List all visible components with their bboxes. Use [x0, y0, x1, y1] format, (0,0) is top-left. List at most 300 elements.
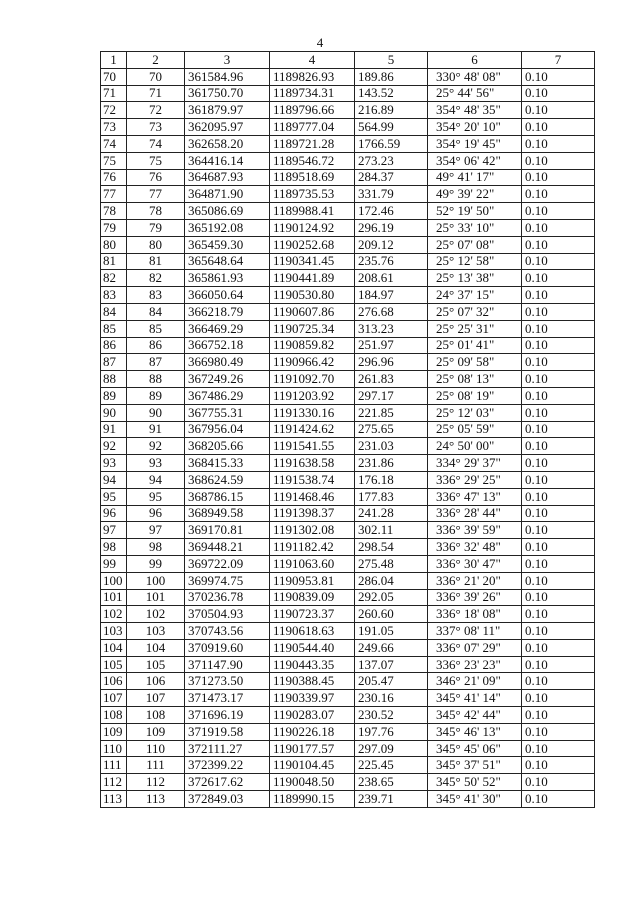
point-label-cell: 83: [127, 287, 185, 304]
table-row: [101, 287, 595, 304]
accuracy-cell: 0.10: [522, 522, 595, 539]
point-number-cell: 113: [101, 791, 127, 808]
x-coordinate-cell: 366469.29: [185, 320, 270, 337]
table-row: [101, 471, 595, 488]
x-coordinate-cell: 368624.59: [185, 471, 270, 488]
bearing-cell: 336° 39' 26": [428, 589, 522, 606]
x-coordinate-cell: 368205.66: [185, 438, 270, 455]
point-label-cell: 96: [127, 505, 185, 522]
point-label-cell: 99: [127, 555, 185, 572]
table-row: [101, 438, 595, 455]
accuracy-cell: 0.10: [522, 455, 595, 472]
point-number-cell: 105: [101, 656, 127, 673]
distance-cell: 225.45: [355, 757, 428, 774]
x-coordinate-cell: 370743.56: [185, 623, 270, 640]
y-coordinate-cell: 1190177.57: [270, 740, 355, 757]
y-coordinate-cell: 1190283.07: [270, 707, 355, 724]
point-number-cell: 92: [101, 438, 127, 455]
x-coordinate-cell: 366980.49: [185, 354, 270, 371]
bearing-cell: 345° 45' 06": [428, 740, 522, 757]
x-coordinate-cell: 367486.29: [185, 387, 270, 404]
bearing-cell: 25° 12' 03": [428, 404, 522, 421]
bearing-cell: 49° 41' 17": [428, 169, 522, 186]
distance-cell: 230.16: [355, 690, 428, 707]
y-coordinate-cell: 1190252.68: [270, 236, 355, 253]
table-row: [101, 68, 595, 85]
column-header-3: 3: [185, 52, 270, 69]
point-number-cell: 108: [101, 707, 127, 724]
distance-cell: 292.05: [355, 589, 428, 606]
point-number-cell: 88: [101, 371, 127, 388]
y-coordinate-cell: 1190341.45: [270, 253, 355, 270]
x-coordinate-cell: 367755.31: [185, 404, 270, 421]
point-number-cell: 109: [101, 723, 127, 740]
point-number-cell: 90: [101, 404, 127, 421]
y-coordinate-cell: 1190725.34: [270, 320, 355, 337]
accuracy-cell: 0.10: [522, 135, 595, 152]
x-coordinate-cell: 372617.62: [185, 774, 270, 791]
distance-cell: 241.28: [355, 505, 428, 522]
x-coordinate-cell: 361750.70: [185, 85, 270, 102]
table-row: [101, 623, 595, 640]
accuracy-cell: 0.10: [522, 623, 595, 640]
accuracy-cell: 0.10: [522, 589, 595, 606]
table-row: [101, 337, 595, 354]
x-coordinate-cell: 371273.50: [185, 673, 270, 690]
x-coordinate-cell: 367249.26: [185, 371, 270, 388]
column-header-4: 4: [270, 52, 355, 69]
accuracy-cell: 0.10: [522, 169, 595, 186]
x-coordinate-cell: 364416.14: [185, 152, 270, 169]
table-row: [101, 236, 595, 253]
accuracy-cell: 0.10: [522, 119, 595, 136]
accuracy-cell: 0.10: [522, 572, 595, 589]
table-row: [101, 522, 595, 539]
table-row: [101, 303, 595, 320]
point-number-cell: 95: [101, 488, 127, 505]
x-coordinate-cell: 371473.17: [185, 690, 270, 707]
distance-cell: 275.65: [355, 421, 428, 438]
y-coordinate-cell: 1190618.63: [270, 623, 355, 640]
distance-cell: 191.05: [355, 623, 428, 640]
distance-cell: 249.66: [355, 639, 428, 656]
accuracy-cell: 0.10: [522, 606, 595, 623]
distance-cell: 197.76: [355, 723, 428, 740]
point-label-cell: 92: [127, 438, 185, 455]
point-label-cell: 111: [127, 757, 185, 774]
bearing-cell: 336° 30' 47": [428, 555, 522, 572]
bearing-cell: 25° 07' 08": [428, 236, 522, 253]
x-coordinate-cell: 361879.97: [185, 102, 270, 119]
x-coordinate-cell: 365861.93: [185, 270, 270, 287]
bearing-cell: 25° 33' 10": [428, 219, 522, 236]
accuracy-cell: 0.10: [522, 707, 595, 724]
y-coordinate-cell: 1191182.42: [270, 539, 355, 556]
table-row: [101, 757, 595, 774]
y-coordinate-cell: 1190839.09: [270, 589, 355, 606]
y-coordinate-cell: 1189826.93: [270, 68, 355, 85]
point-number-cell: 72: [101, 102, 127, 119]
point-number-cell: 74: [101, 135, 127, 152]
bearing-cell: 336° 47' 13": [428, 488, 522, 505]
accuracy-cell: 0.10: [522, 68, 595, 85]
distance-cell: 276.68: [355, 303, 428, 320]
y-coordinate-cell: 1190226.18: [270, 723, 355, 740]
point-label-cell: 107: [127, 690, 185, 707]
point-label-cell: 109: [127, 723, 185, 740]
y-coordinate-cell: 1191538.74: [270, 471, 355, 488]
table-row: [101, 488, 595, 505]
table-row: [101, 690, 595, 707]
point-number-cell: 85: [101, 320, 127, 337]
point-number-cell: 93: [101, 455, 127, 472]
distance-cell: 137.07: [355, 656, 428, 673]
table-row: [101, 539, 595, 556]
point-label-cell: 84: [127, 303, 185, 320]
table-row: [101, 102, 595, 119]
table-row: [101, 707, 595, 724]
y-coordinate-cell: 1189988.41: [270, 203, 355, 220]
distance-cell: 209.12: [355, 236, 428, 253]
point-label-cell: 104: [127, 639, 185, 656]
distance-cell: 298.54: [355, 539, 428, 556]
point-label-cell: 74: [127, 135, 185, 152]
point-number-cell: 112: [101, 774, 127, 791]
bearing-cell: 354° 48' 35": [428, 102, 522, 119]
bearing-cell: 25° 44' 56": [428, 85, 522, 102]
accuracy-cell: 0.10: [522, 337, 595, 354]
point-label-cell: 80: [127, 236, 185, 253]
table-row: [101, 152, 595, 169]
distance-cell: 275.48: [355, 555, 428, 572]
distance-cell: 251.97: [355, 337, 428, 354]
point-label-cell: 103: [127, 623, 185, 640]
point-label-cell: 76: [127, 169, 185, 186]
y-coordinate-cell: 1191424.62: [270, 421, 355, 438]
accuracy-cell: 0.10: [522, 404, 595, 421]
x-coordinate-cell: 362658.20: [185, 135, 270, 152]
x-coordinate-cell: 367956.04: [185, 421, 270, 438]
accuracy-cell: 0.10: [522, 219, 595, 236]
table-row: [101, 455, 595, 472]
accuracy-cell: 0.10: [522, 723, 595, 740]
point-label-cell: 110: [127, 740, 185, 757]
table-row: [101, 656, 595, 673]
point-label-cell: 112: [127, 774, 185, 791]
y-coordinate-cell: 1190859.82: [270, 337, 355, 354]
y-coordinate-cell: 1190723.37: [270, 606, 355, 623]
point-number-cell: 76: [101, 169, 127, 186]
point-label-cell: 87: [127, 354, 185, 371]
distance-cell: 302.11: [355, 522, 428, 539]
accuracy-cell: 0.10: [522, 690, 595, 707]
x-coordinate-cell: 371696.19: [185, 707, 270, 724]
table-row: [101, 723, 595, 740]
x-coordinate-cell: 365459.30: [185, 236, 270, 253]
point-label-cell: 70: [127, 68, 185, 85]
y-coordinate-cell: 1189796.66: [270, 102, 355, 119]
distance-cell: 261.83: [355, 371, 428, 388]
accuracy-cell: 0.10: [522, 673, 595, 690]
bearing-cell: 336° 29' 25": [428, 471, 522, 488]
point-label-cell: 90: [127, 404, 185, 421]
bearing-cell: 25° 12' 58": [428, 253, 522, 270]
accuracy-cell: 0.10: [522, 203, 595, 220]
table-row: [101, 589, 595, 606]
point-number-cell: 80: [101, 236, 127, 253]
point-number-cell: 106: [101, 673, 127, 690]
bearing-cell: 24° 50' 00": [428, 438, 522, 455]
y-coordinate-cell: 1190443.35: [270, 656, 355, 673]
point-number-cell: 99: [101, 555, 127, 572]
point-label-cell: 85: [127, 320, 185, 337]
x-coordinate-cell: 371919.58: [185, 723, 270, 740]
accuracy-cell: 0.10: [522, 555, 595, 572]
distance-cell: 331.79: [355, 186, 428, 203]
accuracy-cell: 0.10: [522, 438, 595, 455]
x-coordinate-cell: 364687.93: [185, 169, 270, 186]
distance-cell: 143.52: [355, 85, 428, 102]
point-label-cell: 82: [127, 270, 185, 287]
y-coordinate-cell: 1190607.86: [270, 303, 355, 320]
y-coordinate-cell: 1190530.80: [270, 287, 355, 304]
point-number-cell: 84: [101, 303, 127, 320]
bearing-cell: 337° 08' 11": [428, 623, 522, 640]
accuracy-cell: 0.10: [522, 186, 595, 203]
y-coordinate-cell: 1189721.28: [270, 135, 355, 152]
table-row: [101, 673, 595, 690]
accuracy-cell: 0.10: [522, 102, 595, 119]
point-label-cell: 81: [127, 253, 185, 270]
y-coordinate-cell: 1191092.70: [270, 371, 355, 388]
distance-cell: 564.99: [355, 119, 428, 136]
y-coordinate-cell: 1189518.69: [270, 169, 355, 186]
table-row: [101, 639, 595, 656]
bearing-cell: 25° 05' 59": [428, 421, 522, 438]
bearing-cell: 24° 37' 15": [428, 287, 522, 304]
point-label-cell: 97: [127, 522, 185, 539]
bearing-cell: 336° 23' 23": [428, 656, 522, 673]
accuracy-cell: 0.10: [522, 253, 595, 270]
accuracy-cell: 0.10: [522, 236, 595, 253]
point-number-cell: 89: [101, 387, 127, 404]
table-row: [101, 404, 595, 421]
point-label-cell: 98: [127, 539, 185, 556]
point-label-cell: 106: [127, 673, 185, 690]
point-label-cell: 91: [127, 421, 185, 438]
distance-cell: 297.09: [355, 740, 428, 757]
bearing-cell: 345° 50' 52": [428, 774, 522, 791]
column-header-5: 5: [355, 52, 428, 69]
point-number-cell: 101: [101, 589, 127, 606]
point-number-cell: 103: [101, 623, 127, 640]
x-coordinate-cell: 368949.58: [185, 505, 270, 522]
point-label-cell: 105: [127, 656, 185, 673]
bearing-cell: 25° 07' 32": [428, 303, 522, 320]
accuracy-cell: 0.10: [522, 85, 595, 102]
point-number-cell: 82: [101, 270, 127, 287]
table-row: [101, 203, 595, 220]
distance-cell: 231.86: [355, 455, 428, 472]
bearing-cell: 345° 41' 14": [428, 690, 522, 707]
y-coordinate-cell: 1191398.37: [270, 505, 355, 522]
point-number-cell: 87: [101, 354, 127, 371]
accuracy-cell: 0.10: [522, 471, 595, 488]
accuracy-cell: 0.10: [522, 774, 595, 791]
y-coordinate-cell: 1190388.45: [270, 673, 355, 690]
table-row: [101, 119, 595, 136]
x-coordinate-cell: 361584.96: [185, 68, 270, 85]
y-coordinate-cell: 1189735.53: [270, 186, 355, 203]
column-header-1: 1: [101, 52, 127, 69]
y-coordinate-cell: 1190966.42: [270, 354, 355, 371]
distance-cell: 230.52: [355, 707, 428, 724]
bearing-cell: 354° 06' 42": [428, 152, 522, 169]
bearing-cell: 346° 21' 09": [428, 673, 522, 690]
y-coordinate-cell: 1191541.55: [270, 438, 355, 455]
x-coordinate-cell: 365192.08: [185, 219, 270, 236]
point-number-cell: 81: [101, 253, 127, 270]
x-coordinate-cell: 371147.90: [185, 656, 270, 673]
point-number-cell: 78: [101, 203, 127, 220]
distance-cell: 296.19: [355, 219, 428, 236]
point-label-cell: 71: [127, 85, 185, 102]
y-coordinate-cell: 1191302.08: [270, 522, 355, 539]
header-row: [101, 52, 595, 69]
x-coordinate-cell: 369974.75: [185, 572, 270, 589]
table-row: [101, 774, 595, 791]
x-coordinate-cell: 368786.15: [185, 488, 270, 505]
table-row: [101, 135, 595, 152]
accuracy-cell: 0.10: [522, 371, 595, 388]
distance-cell: 296.96: [355, 354, 428, 371]
accuracy-cell: 0.10: [522, 387, 595, 404]
point-label-cell: 75: [127, 152, 185, 169]
y-coordinate-cell: 1191638.58: [270, 455, 355, 472]
distance-cell: 231.03: [355, 438, 428, 455]
distance-cell: 176.18: [355, 471, 428, 488]
table-row: [101, 421, 595, 438]
x-coordinate-cell: 365648.64: [185, 253, 270, 270]
accuracy-cell: 0.10: [522, 740, 595, 757]
point-label-cell: 95: [127, 488, 185, 505]
y-coordinate-cell: 1190339.97: [270, 690, 355, 707]
bearing-cell: 330° 48' 08": [428, 68, 522, 85]
distance-cell: 172.46: [355, 203, 428, 220]
x-coordinate-cell: 370504.93: [185, 606, 270, 623]
y-coordinate-cell: 1190441.89: [270, 270, 355, 287]
bearing-cell: 336° 07' 29": [428, 639, 522, 656]
distance-cell: 205.47: [355, 673, 428, 690]
y-coordinate-cell: 1190544.40: [270, 639, 355, 656]
x-coordinate-cell: 369448.21: [185, 539, 270, 556]
table-body: [101, 68, 595, 807]
distance-cell: 216.89: [355, 102, 428, 119]
y-coordinate-cell: 1190104.45: [270, 757, 355, 774]
x-coordinate-cell: 369722.09: [185, 555, 270, 572]
point-label-cell: 101: [127, 589, 185, 606]
y-coordinate-cell: 1191330.16: [270, 404, 355, 421]
x-coordinate-cell: 365086.69: [185, 203, 270, 220]
accuracy-cell: 0.10: [522, 539, 595, 556]
accuracy-cell: 0.10: [522, 270, 595, 287]
table-row: [101, 555, 595, 572]
point-number-cell: 91: [101, 421, 127, 438]
table-header: [101, 52, 595, 69]
bearing-cell: 354° 19' 45": [428, 135, 522, 152]
bearing-cell: 25° 25' 31": [428, 320, 522, 337]
page-number: 4: [316, 35, 324, 50]
distance-cell: 239.71: [355, 791, 428, 808]
accuracy-cell: 0.10: [522, 354, 595, 371]
distance-cell: 238.65: [355, 774, 428, 791]
bearing-cell: 25° 13' 38": [428, 270, 522, 287]
bearing-cell: 25° 01' 41": [428, 337, 522, 354]
x-coordinate-cell: 372399.22: [185, 757, 270, 774]
distance-cell: 1766.59: [355, 135, 428, 152]
y-coordinate-cell: 1190124.92: [270, 219, 355, 236]
point-label-cell: 113: [127, 791, 185, 808]
x-coordinate-cell: 370919.60: [185, 639, 270, 656]
distance-cell: 273.23: [355, 152, 428, 169]
table-row: [101, 169, 595, 186]
column-header-6: 6: [428, 52, 522, 69]
x-coordinate-cell: 366752.18: [185, 337, 270, 354]
table-row: [101, 791, 595, 808]
point-label-cell: 77: [127, 186, 185, 203]
point-number-cell: 107: [101, 690, 127, 707]
table-row: [101, 354, 595, 371]
point-number-cell: 110: [101, 740, 127, 757]
distance-cell: 286.04: [355, 572, 428, 589]
accuracy-cell: 0.10: [522, 320, 595, 337]
y-coordinate-cell: 1190953.81: [270, 572, 355, 589]
accuracy-cell: 0.10: [522, 488, 595, 505]
point-number-cell: 104: [101, 639, 127, 656]
table-row: [101, 371, 595, 388]
point-number-cell: 100: [101, 572, 127, 589]
point-label-cell: 72: [127, 102, 185, 119]
distance-cell: 221.85: [355, 404, 428, 421]
x-coordinate-cell: 364871.90: [185, 186, 270, 203]
table-row: [101, 219, 595, 236]
y-coordinate-cell: 1190048.50: [270, 774, 355, 791]
point-number-cell: 79: [101, 219, 127, 236]
accuracy-cell: 0.10: [522, 287, 595, 304]
bearing-cell: 49° 39' 22": [428, 186, 522, 203]
column-header-7: 7: [522, 52, 595, 69]
bearing-cell: 336° 39' 59": [428, 522, 522, 539]
point-number-cell: 98: [101, 539, 127, 556]
point-label-cell: 73: [127, 119, 185, 136]
table-row: [101, 387, 595, 404]
point-number-cell: 102: [101, 606, 127, 623]
x-coordinate-cell: 368415.33: [185, 455, 270, 472]
y-coordinate-cell: 1189777.04: [270, 119, 355, 136]
accuracy-cell: 0.10: [522, 152, 595, 169]
point-label-cell: 86: [127, 337, 185, 354]
x-coordinate-cell: 366050.64: [185, 287, 270, 304]
table-row: [101, 740, 595, 757]
bearing-cell: 345° 42' 44": [428, 707, 522, 724]
accuracy-cell: 0.10: [522, 757, 595, 774]
point-label-cell: 94: [127, 471, 185, 488]
point-label-cell: 88: [127, 371, 185, 388]
point-label-cell: 100: [127, 572, 185, 589]
point-label-cell: 78: [127, 203, 185, 220]
bearing-cell: 52° 19' 50": [428, 203, 522, 220]
point-number-cell: 94: [101, 471, 127, 488]
